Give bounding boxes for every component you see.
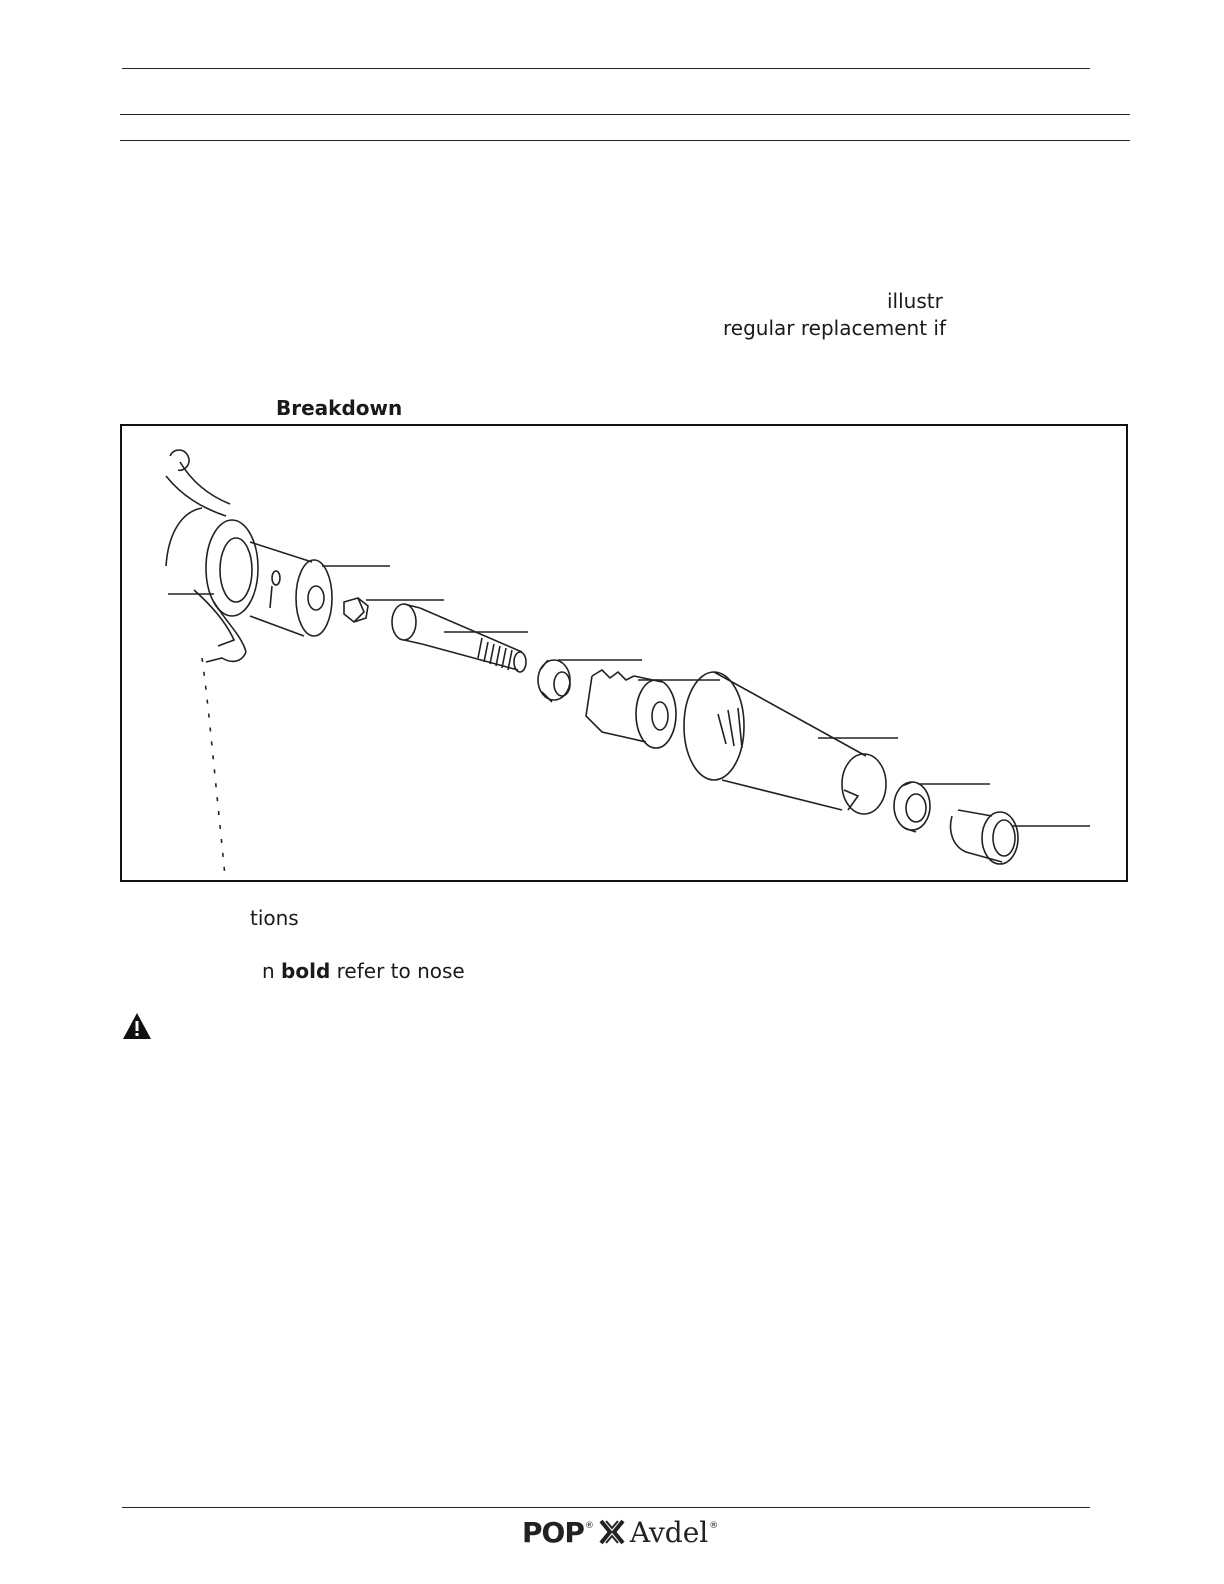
brand-pop: POP xyxy=(522,1515,584,1549)
jaw-housing-drawing xyxy=(586,670,676,748)
nose-casing-drawing xyxy=(684,672,886,814)
nose-nut-drawing xyxy=(894,782,930,832)
brand-logo xyxy=(522,1514,718,1550)
intro-text-line-1: illustr xyxy=(887,289,943,313)
collet-lock-drawing xyxy=(344,598,368,622)
figure-heading: Breakdown xyxy=(276,396,403,420)
exploded-view-drawing xyxy=(122,426,1128,882)
header-rule-middle xyxy=(120,114,1130,115)
notes-line-2-prefix: n xyxy=(262,959,282,983)
notes-line-2-suffix: refer to nose xyxy=(330,959,465,983)
callout-leaders xyxy=(168,566,1090,826)
avdel-cross-icon xyxy=(598,1518,626,1546)
header-rule-bottom xyxy=(120,140,1130,141)
warning-triangle-icon xyxy=(122,1012,152,1040)
notes-line-2 xyxy=(262,959,465,983)
footer-rule xyxy=(122,1507,1090,1508)
piston-drawing xyxy=(250,542,332,636)
nose-assembly-figure xyxy=(120,424,1128,882)
intro-text-line-2: regular replacement if xyxy=(723,316,947,340)
draw-bolt-drawing xyxy=(392,604,526,672)
tool-body-drawing xyxy=(166,450,258,882)
nose-tip-drawing xyxy=(951,810,1018,864)
jaw-guide-drawing xyxy=(538,660,570,702)
notes-line-2-bold: bold xyxy=(281,959,331,983)
brand-registered-mark-2: ® xyxy=(709,1521,719,1531)
notes-line-1: tions xyxy=(250,906,299,930)
header-rule-top xyxy=(122,68,1090,69)
brand-registered-mark: ® xyxy=(584,1521,594,1531)
brand-avdel: Avdel xyxy=(629,1515,709,1549)
